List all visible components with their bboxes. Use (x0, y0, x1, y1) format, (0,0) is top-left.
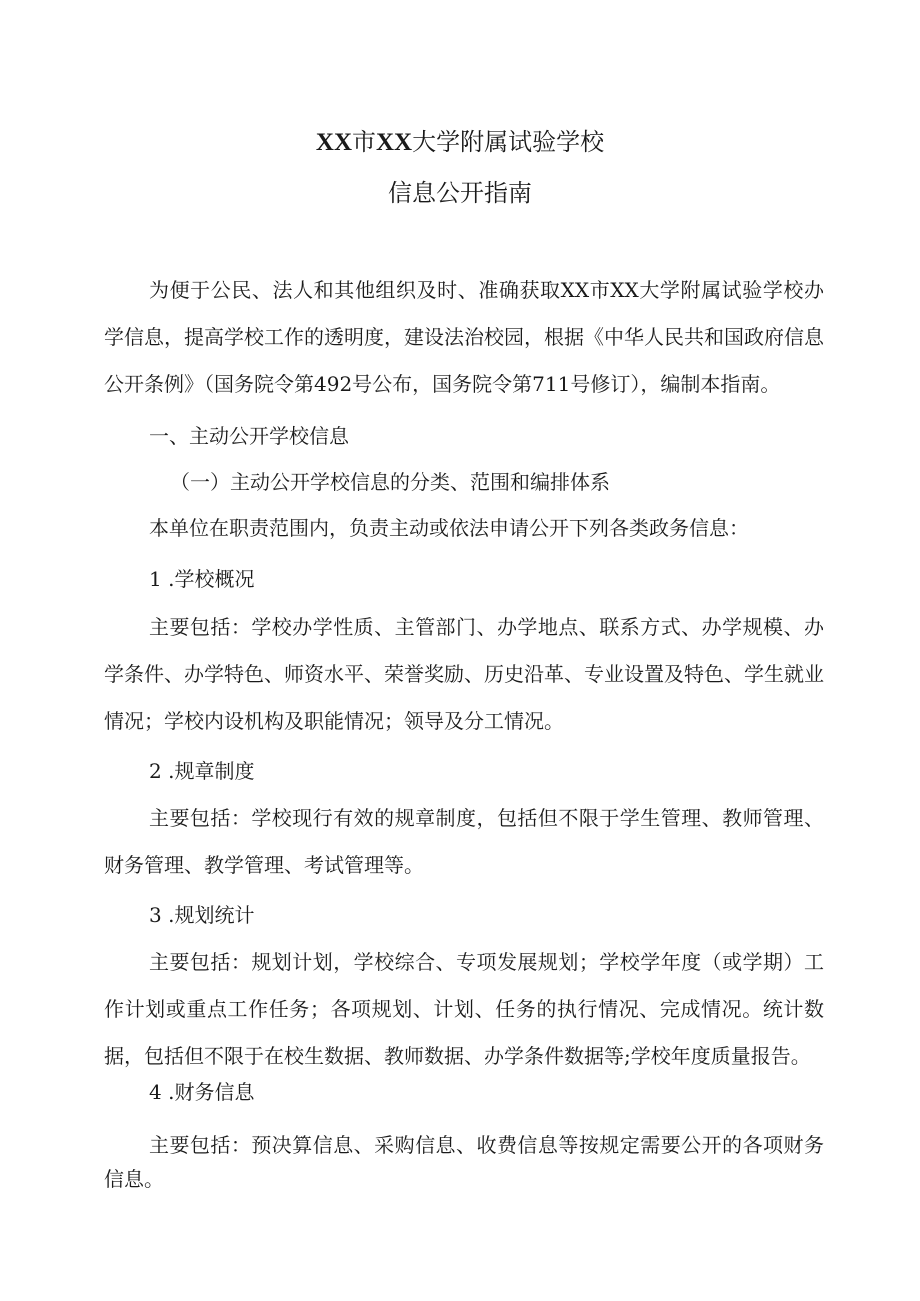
item2-heading: 2 .规章制度 (149, 759, 255, 783)
item2-content: 主要包括：学校现行有效的规章制度，包括但不限于学生管理、教师管理、财务管理、教学管理、考试管理等。 (104, 806, 824, 877)
title-city-char: 市 (352, 128, 376, 156)
item4-content: 主要包括：预决算信息、采购信息、收费信息等按规定需要公开的各项财务信息。 (104, 1133, 824, 1191)
item4-heading: 4 .财务信息 (149, 1080, 255, 1104)
item1-content: 主要包括：学校办学性质、主管部门、办学地点、联系方式、办学规模、办学条件、办学特色、师资水平、荣誉奖励、历史沿革、专业设置及特色、学生就业情况；学校内设机构及职能情况；领导及分工情况。 (104, 615, 824, 733)
intro-paragraph: 为便于公民、法人和其他组织及时、准确获取XX市XX大学附属试验学校办学信息，提高学校工作的透明度，建设法治校园，根据《中华人民共和国政府信息公开条例》（国务院令第492号公布，国务院令第711号修订），编制本指南。 (104, 278, 824, 396)
document-title (0, 127, 920, 158)
title-xx-city: XX (315, 129, 352, 156)
section1-heading: 一、主动公开学校信息 (149, 424, 349, 448)
scope-paragraph: 本单位在职责范围内，负责主动或依法申请公开下列各类政务信息： (149, 516, 749, 540)
title-xx-university: XX (376, 129, 413, 156)
section1-subheading: （一）主动公开学校信息的分类、范围和编排体系 (170, 470, 610, 494)
item1-heading: 1 .学校概况 (149, 567, 255, 591)
document-subtitle: 信息公开指南 (388, 179, 532, 207)
title-school-name: 大学附属试验学校 (412, 128, 605, 156)
item3-heading: 3 .规划统计 (149, 903, 255, 927)
item3-content: 主要包括：规划计划，学校综合、专项发展规划；学校学年度（或学期）工作计划或重点工作任务；各项规划、计划、任务的执行情况、完成情况。统计数据，包括但不限于在校生数据、教师数据、办学条件数据等;学校年度质量报告。 (104, 950, 824, 1068)
